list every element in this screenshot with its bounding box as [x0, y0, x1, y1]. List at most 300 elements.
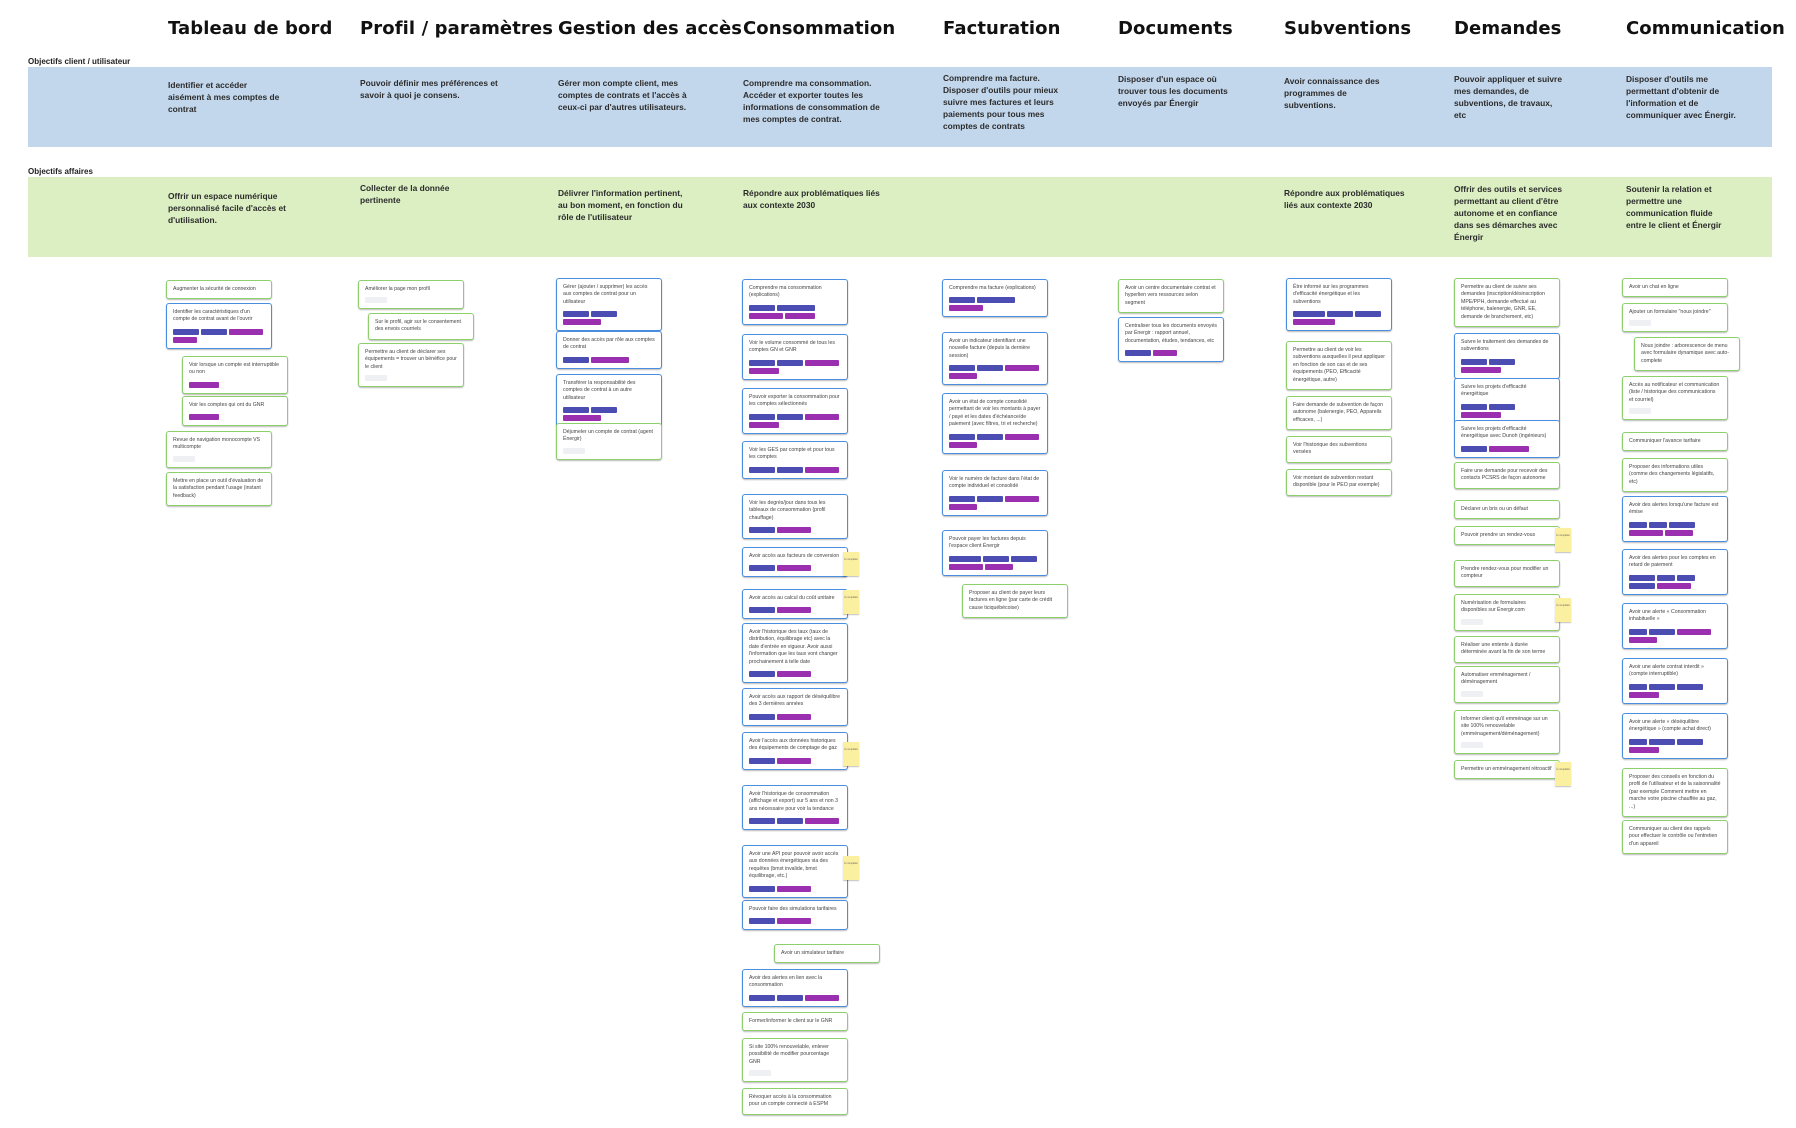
feature-card[interactable] — [942, 470, 1048, 516]
tag-blue — [749, 360, 775, 366]
tag-blue — [749, 607, 775, 613]
card-text: Pouvoir payer les factures depuis l'espace client Énergir — [949, 536, 1026, 550]
feature-card[interactable] — [1454, 500, 1560, 519]
client-objective: Disposer d'outils me permettant d'obtenir de l'information et de communiquer avec Énergir. — [1626, 74, 1736, 120]
tag-purple — [1153, 350, 1177, 356]
card-text: Suivre le traitement des demandes de subventions — [1461, 339, 1549, 353]
card-text: Gérer (ajouter / supprimer) les accès aux comptes de contrat pour un utilisateur — [563, 284, 648, 305]
sticky-note[interactable] — [1555, 528, 1571, 552]
tag-group — [949, 554, 1041, 570]
feature-card[interactable] — [166, 280, 272, 299]
tag-group — [749, 303, 841, 319]
feature-card[interactable] — [556, 423, 662, 460]
feature-card[interactable] — [742, 900, 848, 930]
tag-blue — [949, 434, 975, 440]
tag-blue — [201, 329, 227, 335]
feature-card[interactable] — [1286, 278, 1392, 331]
feature-card[interactable] — [742, 785, 848, 830]
feature-card[interactable] — [1622, 603, 1728, 649]
tag-group — [1629, 520, 1721, 536]
tag-blue — [749, 758, 775, 764]
sticky-note[interactable] — [1555, 598, 1571, 622]
tag-blue — [1629, 583, 1655, 589]
tag-blue — [1125, 350, 1151, 356]
tag-purple — [189, 382, 219, 388]
feature-card[interactable] — [1454, 420, 1560, 458]
business-objective: Répondre aux problématiques liés aux contexte 2030 — [1284, 188, 1405, 210]
client-objective: Pouvoir appliquer et suivre mes demandes, de subventions, de travaux, etc — [1454, 74, 1562, 120]
card-text: Pouvoir faire des simulations tarifaires — [749, 906, 837, 912]
tag-blue — [1011, 556, 1037, 562]
column-header-subventions: Subventions — [1284, 18, 1412, 39]
tag-group — [949, 432, 1041, 448]
tag-group — [749, 605, 841, 613]
tag-purple — [1629, 692, 1659, 698]
card-text: Avoir accès aux rapport de déséquilibre des 3 dernières années — [749, 694, 841, 708]
feature-card[interactable] — [1118, 279, 1224, 313]
column-header-facturation: Facturation — [943, 18, 1061, 39]
feature-card[interactable] — [1454, 636, 1560, 663]
card-text: Revue de navigation monocompte VS multicompte — [173, 437, 261, 451]
feature-card[interactable] — [742, 589, 848, 619]
tag-group — [749, 916, 841, 924]
card-text: Voir le numéro de facture dans l'état de compte individuel et consolidé — [949, 476, 1040, 490]
card-text: Avoir des alertes en lien avec la consommation — [749, 975, 823, 989]
feature-card[interactable] — [166, 472, 272, 506]
card-text: Centraliser tous les documents envoyés par Énergir : rapport annuel, documentation, études, tendances, etc — [1125, 323, 1217, 344]
card-text: Faire demande de subvention de façon autonome (balenergie, PEO, Appareils efficaces, ...) — [1293, 402, 1383, 423]
tag-blue — [749, 414, 775, 420]
tag-group — [749, 756, 841, 764]
tag-purple — [805, 360, 839, 366]
tag-purple — [1461, 412, 1501, 418]
tag-blue — [749, 527, 775, 533]
column-header-demandes: Demandes — [1454, 18, 1562, 39]
tag-blue — [749, 305, 775, 311]
card-text: Voir l'historique des subventions versées — [1293, 442, 1367, 456]
tag-purple — [1629, 530, 1663, 536]
tag-group — [1629, 682, 1721, 698]
feature-card[interactable] — [742, 441, 848, 479]
sticky-note-text: À compléter — [844, 596, 858, 599]
tag-group — [749, 993, 841, 1001]
empty-tag-placeholder — [1461, 691, 1483, 697]
column-header-communication: Communication — [1626, 18, 1785, 39]
card-text: Accès au notificateur et communication (liste / historique des communications et courriel) — [1629, 382, 1720, 403]
feature-card[interactable] — [962, 584, 1068, 618]
feature-card[interactable] — [1622, 432, 1728, 451]
card-text: Informer client qu'il emménage sur un site 100% renouvelable (emménagement/déménagement) — [1461, 716, 1548, 737]
column-header-profil: Profil / paramètres — [360, 18, 554, 39]
tag-purple — [949, 442, 977, 448]
tag-purple — [805, 995, 839, 1001]
tag-blue — [1677, 684, 1703, 690]
feature-card[interactable] — [1622, 278, 1728, 297]
card-text: Si site 100% renouvelable, enlever possibilité de modifier pourcentage GNR — [749, 1044, 830, 1065]
empty-tag-placeholder — [1461, 742, 1483, 748]
tag-purple — [777, 565, 811, 571]
tag-blue — [1293, 311, 1325, 317]
row-label-business: Objectifs affaires — [28, 167, 93, 176]
client-objective: Comprendre ma facture. Disposer d'outils pour mieux suivre mes factures et leurs paiements pour tous mes comptes de contrats — [943, 73, 1059, 131]
tag-purple — [1629, 637, 1657, 643]
tag-group — [749, 358, 841, 374]
feature-card[interactable] — [742, 1088, 848, 1115]
feature-card[interactable] — [742, 969, 848, 1007]
feature-card[interactable] — [742, 1012, 848, 1031]
feature-card[interactable] — [556, 331, 662, 369]
tag-blue — [1649, 684, 1675, 690]
tag-blue — [563, 407, 589, 413]
tag-group — [749, 412, 841, 428]
feature-card[interactable] — [182, 356, 288, 394]
card-text: Avoir une alerte « déséquilibre énergétique » (compte achat direct) — [1629, 719, 1711, 733]
tag-purple — [777, 886, 811, 892]
feature-card[interactable] — [942, 530, 1048, 576]
feature-card[interactable] — [942, 279, 1048, 317]
sticky-note-text: À compléter — [1556, 604, 1570, 607]
feature-card[interactable] — [742, 845, 848, 898]
tag-blue — [977, 297, 1015, 303]
tag-blue — [949, 365, 975, 371]
feature-card[interactable] — [1454, 333, 1560, 379]
card-text: Avoir l'historique de consommation (affichage et export) sur 5 ans et non 3 ans nécessaire pour voir la tendance — [749, 791, 839, 812]
card-text: Déclarer un bris ou un défaut — [1461, 506, 1528, 512]
tag-blue — [977, 365, 1003, 371]
card-text: Voir le volume consommé de tous les comptes GN et GNR — [749, 340, 835, 354]
tag-blue — [749, 467, 775, 473]
card-text: Révoquer accès à la consommation pour un compte connecté à ESPM — [749, 1094, 832, 1108]
tag-purple — [1665, 530, 1693, 536]
feature-card[interactable] — [742, 623, 848, 683]
card-text: Sur le profil, agir sur le consentement des envois courriels — [375, 319, 461, 333]
card-text: Prendre rendez-vous pour modifier un compteur — [1461, 566, 1549, 580]
tag-blue — [1629, 522, 1647, 528]
tag-blue — [983, 556, 1009, 562]
tag-purple — [1677, 629, 1711, 635]
feature-card[interactable] — [1622, 458, 1728, 492]
tag-blue — [949, 496, 975, 502]
tag-purple — [229, 329, 263, 335]
tag-blue — [591, 407, 617, 413]
card-text: Permettre au client de voir les subventions auxquelles il peut appliquer en fonction de son cas et de ses équipements (PEO, Efficacité énergétique, autre) — [1293, 347, 1385, 383]
tag-blue — [749, 918, 775, 924]
tag-purple — [1293, 319, 1335, 325]
tag-group — [563, 355, 655, 363]
tag-group — [749, 712, 841, 720]
column-header-acces: Gestion des accès — [558, 18, 743, 39]
card-text: Avoir un simulateur tarifaire — [781, 950, 845, 956]
feature-card[interactable] — [742, 334, 848, 380]
tag-group — [189, 380, 281, 388]
tag-purple — [563, 319, 601, 325]
feature-card[interactable] — [1454, 278, 1560, 327]
business-objective: Délivrer l'information pertinent, au bon moment, en fonction du rôle de l'utilisateur — [558, 188, 683, 222]
tag-group — [1461, 402, 1553, 418]
feature-card[interactable] — [1454, 560, 1560, 587]
feature-card[interactable] — [742, 279, 848, 325]
card-text: Proposer des informations utiles (comme des changements législatifs, etc) — [1629, 464, 1715, 485]
feature-card[interactable] — [556, 278, 662, 331]
tag-purple — [785, 313, 815, 319]
empty-tag-placeholder — [563, 448, 585, 454]
feature-card[interactable] — [942, 332, 1048, 385]
card-text: Proposer des conseils en fonction du profil de l'utilisateur et de la saisonnalité (par exemple Comment mettre en marche votre piscine chauffée au gaz, ...) — [1629, 774, 1721, 810]
tag-purple — [749, 313, 783, 319]
tag-purple — [1489, 446, 1529, 452]
sticky-note-text: À compléter — [1556, 768, 1570, 771]
tag-blue — [749, 714, 775, 720]
tag-blue — [1649, 629, 1675, 635]
feature-card[interactable] — [1286, 469, 1392, 496]
feature-card[interactable] — [1286, 436, 1392, 463]
card-text: Ajouter un formulaire "nous joindre" — [1629, 309, 1711, 315]
feature-card[interactable] — [1622, 549, 1728, 595]
card-text: Avoir l'accès aux données historiques des équipements de comptage de gaz — [749, 738, 837, 752]
feature-card[interactable] — [1622, 496, 1728, 542]
feature-card[interactable] — [1622, 768, 1728, 817]
feature-card[interactable] — [182, 396, 288, 426]
card-text: Avoir accès aux facteurs de conversion — [749, 553, 840, 559]
card-text: Identifier les caractéristiques d'un compte de contrat avant de l'ouvrir — [173, 309, 253, 323]
tag-blue — [949, 556, 981, 562]
sticky-note[interactable] — [843, 742, 859, 766]
empty-tag-placeholder — [365, 297, 387, 303]
card-text: Voir lorsque un compte est interruptible ou non — [189, 362, 279, 376]
feature-card[interactable] — [166, 431, 272, 468]
feature-card[interactable] — [942, 393, 1048, 454]
tag-group — [563, 309, 655, 325]
tag-purple — [749, 422, 779, 428]
feature-card[interactable] — [166, 303, 272, 349]
tag-blue — [1461, 359, 1487, 365]
feature-card[interactable] — [1118, 317, 1224, 362]
empty-tag-placeholder — [749, 1070, 771, 1076]
card-text: Voir les GES par compte et pour tous les comptes — [749, 447, 835, 461]
feature-card[interactable] — [358, 280, 464, 309]
feature-card[interactable] — [742, 494, 848, 539]
card-text: Permettre un emménagement rétroactif — [1461, 766, 1552, 772]
feature-card[interactable] — [1622, 658, 1728, 704]
tag-blue — [173, 329, 199, 335]
tag-blue — [591, 311, 617, 317]
feature-card[interactable] — [742, 688, 848, 726]
feature-card[interactable] — [1454, 760, 1560, 779]
column-header-documents: Documents — [1118, 18, 1233, 39]
sticky-note[interactable] — [1555, 762, 1571, 786]
card-text: Voir montant de subvention restant disponible (pour le PEO par exemple) — [1293, 475, 1380, 489]
tag-purple — [777, 918, 811, 924]
tag-group — [749, 465, 841, 473]
tag-blue — [749, 995, 775, 1001]
tag-blue — [1649, 739, 1675, 745]
feature-card[interactable] — [368, 313, 474, 340]
business-objective: Soutenir la relation et permettre une communication fluide entre le client et Énergir — [1626, 184, 1722, 230]
sticky-note-text: À compléter — [844, 748, 858, 751]
card-text: Suivre les projets d'efficacité énergétique avec Dunoh (ingénieurs) — [1461, 426, 1547, 440]
feature-card[interactable] — [1454, 462, 1560, 489]
sticky-note[interactable] — [843, 552, 859, 576]
tag-blue — [977, 434, 1003, 440]
feature-card[interactable] — [1454, 526, 1560, 545]
tag-group — [1629, 627, 1721, 643]
tag-blue — [749, 886, 775, 892]
tag-group — [749, 816, 841, 824]
tag-blue — [749, 818, 775, 824]
tag-blue — [1629, 739, 1647, 745]
card-text: Pouvoir prendre un rendez-vous — [1461, 532, 1536, 538]
tag-purple — [1629, 747, 1659, 753]
card-text: Avoir une API pour pouvoir avoir accès aux données énergétiques via des requêtes (bmxt invalide, bmxt équilibrage, etc.) — [749, 851, 839, 880]
feature-card[interactable] — [1454, 666, 1560, 703]
tag-blue — [1355, 311, 1381, 317]
card-text: Suivre les projets d'efficacité énergétique — [1461, 384, 1527, 398]
sticky-note[interactable] — [843, 856, 859, 880]
feature-card[interactable] — [1634, 337, 1740, 371]
card-text: Communiquer au client des rappels pour effectuer le contrôle ou l'entretien d'un appareil — [1629, 826, 1718, 847]
tag-blue — [1327, 311, 1353, 317]
tag-blue — [949, 297, 975, 303]
feature-card[interactable] — [1622, 376, 1728, 420]
tag-purple — [749, 368, 779, 374]
tag-group — [1125, 348, 1217, 356]
card-text: Permettre au client de déclarer ses équipements = trouver un bénéfice pour le client — [365, 349, 457, 370]
feature-card[interactable] — [1622, 303, 1728, 332]
tag-blue — [1677, 739, 1703, 745]
tag-blue — [777, 414, 803, 420]
client-objectives-band — [28, 67, 1772, 147]
tag-group — [1461, 357, 1553, 373]
sticky-note[interactable] — [843, 590, 859, 614]
tag-purple — [949, 373, 977, 379]
feature-card[interactable] — [1454, 594, 1560, 631]
card-text: Proposer au client de payer leurs factures en ligne (par carte de crédit cause ticiquébécoise) — [969, 590, 1053, 611]
card-text: Avoir un chat en ligne — [1629, 284, 1679, 290]
row-label-client: Objectifs client / utilisateur — [28, 57, 131, 66]
tag-purple — [591, 357, 629, 363]
tag-blue — [977, 496, 1003, 502]
tag-group — [949, 295, 1041, 311]
client-objective: Pouvoir définir mes préférences et savoir à quoi je consens. — [360, 78, 498, 100]
card-text: Avoir l'historique des taux (taux de distribution, équilibrage etc) avec la date d'entrée en vigueur. Avoir aussi l'information que les taux vont changer prochainement à telle date — [749, 629, 838, 665]
tag-group — [749, 669, 841, 677]
feature-card[interactable] — [1454, 710, 1560, 754]
card-text: Numérisation de formulaires disponibles sur Énergir.com — [1461, 600, 1526, 614]
tag-blue — [1489, 404, 1515, 410]
tag-purple — [777, 714, 811, 720]
tag-purple — [1005, 496, 1039, 502]
feature-card[interactable] — [1622, 713, 1728, 759]
card-text: Avoir des alertes pour les comptes en retard de paiement — [1629, 555, 1716, 569]
sticky-note-text: À compléter — [844, 558, 858, 561]
tag-group — [563, 405, 655, 421]
tag-blue — [1489, 359, 1515, 365]
tag-purple — [1005, 365, 1039, 371]
tag-blue — [563, 311, 589, 317]
card-text: Avoir un indicateur identifiant une nouvelle facture (depuis la dernière session) — [949, 338, 1031, 359]
tag-purple — [805, 414, 839, 420]
feature-card[interactable] — [742, 388, 848, 434]
tag-purple — [1461, 367, 1501, 373]
client-objective: Identifier et accéder aisément à mes comptes de contrat — [168, 80, 280, 114]
tag-blue — [1669, 522, 1695, 528]
tag-blue — [1649, 522, 1667, 528]
tag-blue — [749, 565, 775, 571]
tag-purple — [173, 337, 197, 343]
tag-blue — [777, 305, 815, 311]
card-text: Augmenter la sécurité de connexion — [173, 286, 256, 292]
tag-group — [749, 884, 841, 892]
card-text: Avoir des alertes lorsqu'une facture est émise — [1629, 502, 1719, 516]
feature-card[interactable] — [1286, 341, 1392, 390]
empty-tag-placeholder — [1629, 408, 1651, 414]
empty-tag-placeholder — [1629, 320, 1651, 326]
business-objective: Répondre aux problématiques liés aux contexte 2030 — [743, 188, 880, 210]
feature-card[interactable] — [556, 374, 662, 427]
client-objective: Comprendre ma consommation. Accéder et exporter toutes les informations de consommation de mes comptes de contrat. — [743, 78, 880, 124]
tag-group — [1629, 737, 1721, 753]
sticky-note-text: À compléter — [1556, 534, 1570, 537]
tag-purple — [777, 527, 811, 533]
tag-purple — [189, 414, 219, 420]
card-text: Mettre en place un outil d'évaluation de la satisfaction pendant l'usage (instant feedback) — [173, 478, 264, 499]
card-text: Voir les degrés/jour dans tous les tableaux de consommation (profil chauffage) — [749, 500, 826, 521]
tag-purple — [777, 758, 811, 764]
feature-card[interactable] — [742, 732, 848, 770]
card-text: Former/informer le client sur le GNR — [749, 1018, 833, 1024]
tag-group — [749, 525, 841, 533]
card-text: Avoir une alerte « Consommation inhabituelle » — [1629, 609, 1706, 623]
tag-purple — [1657, 583, 1691, 589]
sticky-note-text: À compléter — [844, 862, 858, 865]
client-objective: Avoir connaissance des programmes de subventions. — [1284, 76, 1380, 110]
tag-blue — [749, 671, 775, 677]
tag-group — [749, 563, 841, 571]
feature-card[interactable] — [1286, 396, 1392, 430]
feature-card[interactable] — [1622, 820, 1728, 854]
feature-card[interactable] — [774, 944, 880, 963]
tag-group — [1293, 309, 1385, 325]
card-text: Avoir accès au calcul du coût unitaire — [749, 595, 835, 601]
card-text: Comprendre ma consommation (explications) — [749, 285, 822, 299]
feature-card[interactable] — [742, 547, 848, 577]
client-objective: Gérer mon compte client, mes comptes de contrats et l'accès à ceux-ci par d'autres utilisateurs. — [558, 78, 687, 112]
card-text: Être informé sur les programmes d'efficacité énergétique et les subventions — [1293, 284, 1369, 305]
tag-group — [1629, 573, 1721, 589]
tag-purple — [949, 305, 983, 311]
tag-blue — [1629, 575, 1655, 581]
feature-card[interactable] — [1454, 378, 1560, 424]
tag-purple — [985, 564, 1013, 570]
tag-purple — [777, 607, 811, 613]
tag-group — [949, 494, 1041, 510]
tag-blue — [1629, 684, 1647, 690]
card-text: Déjumeler un compte de contrat (agent Énergir) — [563, 429, 653, 443]
card-text: Permettre au client de suivre ses demandes (inscription/désinscription MPE/PPH, demande effectué au téléphone, balenergie, GNR, EE, demande de branchement, etc) — [1461, 284, 1545, 320]
tag-blue — [1629, 629, 1647, 635]
tag-group — [949, 363, 1041, 379]
tag-group — [173, 327, 265, 343]
feature-card[interactable] — [742, 1038, 848, 1082]
empty-tag-placeholder — [173, 456, 195, 462]
card-text: Donner des accès par rôle aux comptes de contrat — [563, 337, 655, 351]
feature-card[interactable] — [358, 343, 464, 387]
card-text: Améliorer la page mon profil — [365, 286, 430, 292]
tag-blue — [777, 995, 803, 1001]
tag-purple — [949, 564, 983, 570]
card-text: Automatiser emménagement / déménagement — [1461, 672, 1531, 686]
card-text: Pouvoir exporter la consommation pour les comptes sélectionnés — [749, 394, 840, 408]
